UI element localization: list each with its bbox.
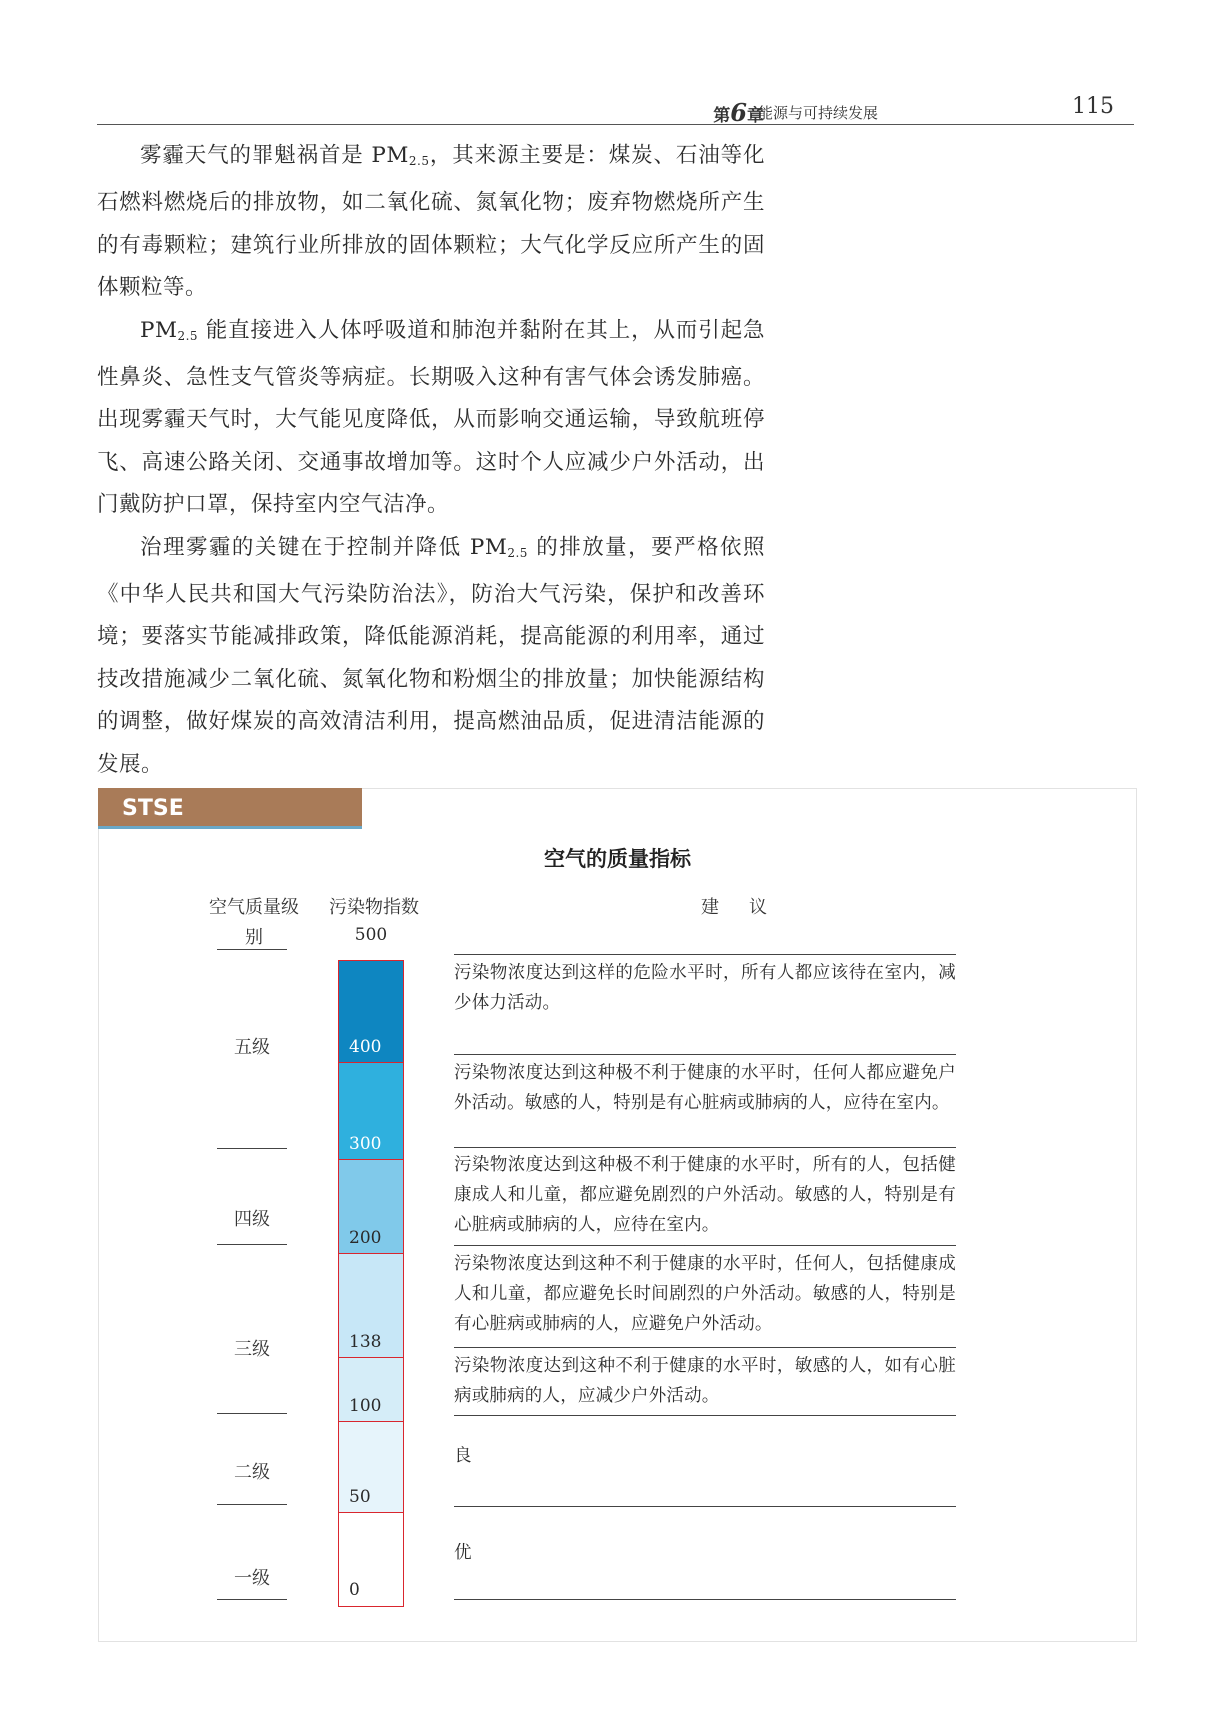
level-label-2: 二级 bbox=[234, 1462, 270, 1483]
top-index-label: 500 bbox=[354, 925, 388, 945]
level-rule bbox=[217, 949, 287, 950]
advice-rule bbox=[454, 1147, 956, 1148]
index-bar-300 bbox=[338, 1062, 404, 1161]
paragraph-1: 雾霾天气的罪魁祸首是 $PM_{2.5}$，其来源主要是：煤炭、石油等化石燃料燃烧后的排放物，如二氧化硫、氮氧化物；废弃物燃烧所产生的有毒颗粒；建筑行业所排放的固体颗粒；大气化学反应所产生的固体颗粒等。 bbox=[97, 143, 765, 301]
index-value: 50 bbox=[349, 1487, 371, 1507]
advice-rule bbox=[454, 1054, 956, 1055]
index-value: 400 bbox=[349, 1037, 382, 1057]
advice-rule bbox=[454, 1415, 956, 1416]
index-value: 200 bbox=[349, 1228, 382, 1248]
index-value: 300 bbox=[349, 1134, 382, 1154]
chart-title: 空气的质量指标 bbox=[544, 847, 691, 871]
paragraph-2: $PM_{2.5}$ 能直接进入人体呼吸道和肺泡并黏附在其上，从而引起急性鼻炎、急性支气管炎等病症。长期吸入这种有害气体会诱发肺癌。出现雾霾天气时，大气能见度降低，从而影响交通运输，导致航班停飞、高速公路关闭、交通事故增加等。这时个人应减少户外活动，出门戴防护口罩，保持室内空气洁净。 bbox=[97, 317, 765, 518]
index-bar-200 bbox=[338, 1159, 404, 1255]
advice-text-level-3b: 污染物浓度达到这种不利于健康的水平时，敏感的人，如有心脏病或肺病的人，应减少户外活动。 bbox=[454, 1356, 956, 1406]
body-text bbox=[97, 135, 765, 786]
advice-text-level-5: 污染物浓度达到这样的危险水平时，所有人都应该待在室内，减少体力活动。 bbox=[454, 963, 956, 1013]
index-bar-0 bbox=[338, 1512, 404, 1607]
level-label-4: 四级 bbox=[234, 1209, 270, 1230]
column-header-advice: 建议 bbox=[701, 897, 797, 918]
level-rule bbox=[217, 1244, 287, 1245]
advice-rule bbox=[454, 1347, 956, 1348]
level-rule bbox=[217, 1599, 287, 1600]
index-bar-50 bbox=[338, 1421, 404, 1514]
level-label-3: 三级 bbox=[234, 1339, 270, 1360]
index-bar-100 bbox=[338, 1357, 404, 1423]
index-bar-400 bbox=[338, 960, 404, 1064]
advice-rule bbox=[454, 1599, 956, 1600]
advice-rule bbox=[454, 1506, 956, 1507]
advice-rule bbox=[454, 954, 956, 955]
advice-text-level-2: 良 bbox=[454, 1446, 472, 1466]
page-number: 115 bbox=[1072, 94, 1114, 119]
column-header-index: 污染物指数 bbox=[329, 897, 419, 918]
chapter-label: 第6章 bbox=[713, 98, 764, 127]
advice-rule bbox=[454, 1245, 956, 1246]
advice-text-level-4: 污染物浓度达到这种极不利于健康的水平时，所有的人，包括健康成人和儿童，都应避免剧烈的户外活动。敏感的人，特别是有心脏病或肺病的人，应待在室内。 bbox=[454, 1155, 956, 1235]
level-rule bbox=[217, 1413, 287, 1414]
stse-tab: STSE bbox=[98, 788, 362, 829]
index-value: 100 bbox=[349, 1396, 382, 1416]
level-rule bbox=[217, 1504, 287, 1505]
column-header-level: 空气质量级别 bbox=[209, 897, 299, 948]
chapter-title: 能源与可持续发展 bbox=[758, 104, 879, 122]
index-value: 138 bbox=[349, 1332, 382, 1352]
index-value: 0 bbox=[349, 1580, 360, 1600]
running-header bbox=[97, 92, 1134, 125]
level-label-5: 五级 bbox=[234, 1037, 270, 1058]
level-rule bbox=[217, 1148, 287, 1149]
advice-text-level-5b: 污染物浓度达到这种极不利于健康的水平时，任何人都应避免户外活动。敏感的人，特别是有心脏病或肺病的人，应待在室内。 bbox=[454, 1063, 956, 1113]
advice-text-level-3: 污染物浓度达到这种不利于健康的水平时，任何人，包括健康成人和儿童，都应避免长时间剧烈的户外活动。敏感的人，特别是有心脏病或肺病的人，应避免户外活动。 bbox=[454, 1254, 956, 1334]
level-label-1: 一级 bbox=[234, 1568, 270, 1589]
index-bar-138 bbox=[338, 1253, 404, 1359]
advice-text-level-1: 优 bbox=[454, 1543, 472, 1563]
stse-box bbox=[98, 788, 1137, 1642]
paragraph-3: 治理雾霾的关键在于控制并降低 $PM_{2.5}$ 的排放量，要严格依照《中华人民共和国大气污染防治法》，防治大气污染，保护和改善环境；要落实节能减排政策，降低能源消耗，提高能源的利用率，通过技改措施减少二氧化硫、氮氧化物和粉烟尘的排放量；加快能源结构的调整，做好煤炭的高效清洁利用，提高燃油品质，促进清洁能源的发展。 bbox=[97, 534, 765, 777]
